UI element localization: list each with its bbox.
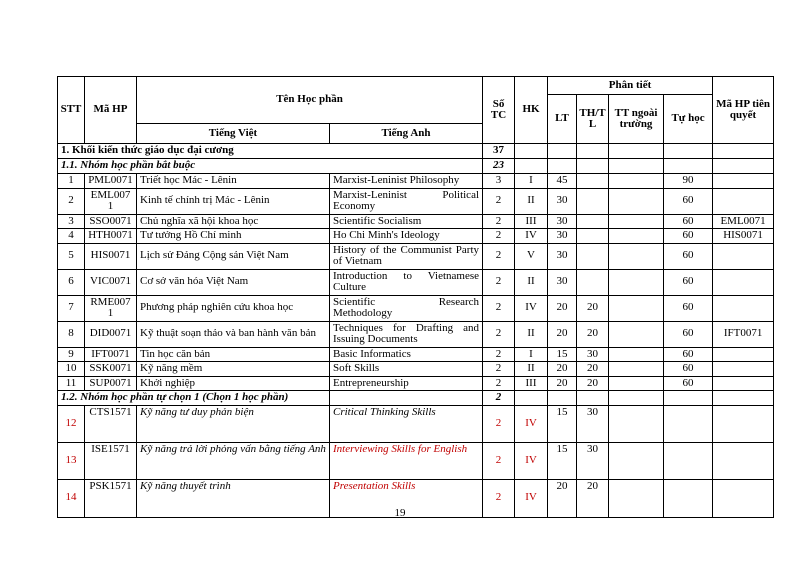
col-header-stt: STT [58, 77, 85, 144]
course-tt-hours [609, 269, 664, 295]
empty-cell [609, 391, 664, 406]
course-tt-hours [609, 243, 664, 269]
course-prerequisite [713, 243, 774, 269]
course-thtl-hours: 20 [577, 362, 609, 377]
course-credits: 2 [483, 269, 515, 295]
empty-cell [515, 159, 548, 174]
course-lt-hours: 45 [548, 173, 577, 188]
course-credits: 2 [483, 405, 515, 442]
course-stt: 5 [58, 243, 85, 269]
course-lt-hours: 15 [548, 405, 577, 442]
course-row [58, 173, 774, 188]
course-lt-hours: 30 [548, 269, 577, 295]
course-code: PML0071 [85, 173, 137, 188]
col-header-ma-hp-tien-quyet: Mã HP tiên quyết [713, 77, 774, 144]
course-code: DID0071 [85, 321, 137, 347]
course-thtl-hours [577, 214, 609, 229]
course-tt-hours [609, 214, 664, 229]
course-code: EML0071 [85, 188, 137, 214]
section-title: 1. Khối kiến thức giáo dục đại cương [58, 144, 483, 159]
course-semester: IV [515, 405, 548, 442]
course-stt: 1 [58, 173, 85, 188]
course-semester: II [515, 188, 548, 214]
course-selfstudy-hours: 60 [664, 229, 713, 244]
course-code: HTH0071 [85, 229, 137, 244]
section-credits: 23 [483, 159, 515, 174]
course-thtl-hours: 20 [577, 479, 609, 517]
course-thtl-hours: 30 [577, 405, 609, 442]
course-row [58, 188, 774, 214]
course-thtl-hours: 20 [577, 295, 609, 321]
course-name-vi: Kỹ thuật soạn thảo và ban hành văn bản [137, 321, 330, 347]
course-name-vi: Kỹ năng thuyết trình [137, 479, 330, 517]
course-row [58, 214, 774, 229]
course-name-en: Introduction to Vietnamese Culture [330, 269, 483, 295]
course-stt: 12 [58, 405, 85, 442]
section-title: 1.2. Nhóm học phần tự chọn 1 (Chọn 1 học phần) [58, 391, 330, 406]
course-prerequisite [713, 442, 774, 479]
course-code: SUP0071 [85, 376, 137, 391]
course-code: IFT0071 [85, 347, 137, 362]
course-name-vi: Chủ nghĩa xã hội khoa học [137, 214, 330, 229]
course-prerequisite [713, 376, 774, 391]
table-body [58, 144, 774, 518]
course-tt-hours [609, 376, 664, 391]
empty-cell [548, 144, 577, 159]
course-thtl-hours [577, 229, 609, 244]
course-credits: 3 [483, 173, 515, 188]
course-row [58, 347, 774, 362]
course-prerequisite [713, 405, 774, 442]
course-credits: 2 [483, 188, 515, 214]
course-prerequisite: EML0071 [713, 214, 774, 229]
course-row [58, 376, 774, 391]
empty-cell [713, 159, 774, 174]
course-name-vi: Cơ sở văn hóa Việt Nam [137, 269, 330, 295]
course-prerequisite [713, 173, 774, 188]
section-title: 1.1. Nhóm học phần bắt buộc [58, 159, 483, 174]
course-prerequisite: HIS0071 [713, 229, 774, 244]
course-selfstudy-hours: 60 [664, 269, 713, 295]
course-code: PSK1571 [85, 479, 137, 517]
course-lt-hours: 30 [548, 214, 577, 229]
course-code: RME0071 [85, 295, 137, 321]
empty-cell [515, 144, 548, 159]
course-stt: 14 [58, 479, 85, 517]
empty-cell [664, 391, 713, 406]
course-semester: IV [515, 295, 548, 321]
course-selfstudy-hours: 60 [664, 295, 713, 321]
course-credits: 2 [483, 376, 515, 391]
course-selfstudy-hours [664, 405, 713, 442]
course-thtl-hours: 20 [577, 376, 609, 391]
course-code: SSK0071 [85, 362, 137, 377]
col-header-hk: HK [515, 77, 548, 144]
course-selfstudy-hours [664, 442, 713, 479]
course-prerequisite [713, 362, 774, 377]
course-name-en: Scientific Research Methodology [330, 295, 483, 321]
course-name-en: Marxist-Leninist Political Economy [330, 188, 483, 214]
course-credits: 2 [483, 442, 515, 479]
course-lt-hours: 20 [548, 362, 577, 377]
course-lt-hours: 20 [548, 295, 577, 321]
col-header-tt-ngoai-truong: TT ngoài trường [609, 95, 664, 144]
course-name-vi: Tin học căn bản [137, 347, 330, 362]
course-credits: 2 [483, 243, 515, 269]
course-row [58, 229, 774, 244]
empty-cell [548, 159, 577, 174]
course-thtl-hours: 30 [577, 347, 609, 362]
course-semester: II [515, 321, 548, 347]
course-tt-hours [609, 347, 664, 362]
table-header [58, 77, 774, 144]
course-stt: 8 [58, 321, 85, 347]
section-row [58, 144, 774, 159]
course-row [58, 442, 774, 479]
course-name-en: Entrepreneurship [330, 376, 483, 391]
course-name-en: Scientific Socialism [330, 214, 483, 229]
col-header-ma-hp: Mã HP [85, 77, 137, 144]
empty-cell [515, 391, 548, 406]
col-header-tieng-viet: Tiếng Việt [137, 124, 330, 144]
course-code: CTS1571 [85, 405, 137, 442]
course-tt-hours [609, 295, 664, 321]
col-header-tu-hoc: Tự học [664, 95, 713, 144]
course-credits: 2 [483, 214, 515, 229]
course-selfstudy-hours: 60 [664, 362, 713, 377]
col-header-lt: LT [548, 95, 577, 144]
col-header-tieng-anh: Tiếng Anh [330, 124, 483, 144]
course-code: ISE1571 [85, 442, 137, 479]
course-thtl-hours: 20 [577, 321, 609, 347]
course-tt-hours [609, 321, 664, 347]
course-stt: 13 [58, 442, 85, 479]
col-header-phan-tiet: Phân tiết [548, 77, 713, 95]
curriculum-table [57, 76, 774, 518]
course-selfstudy-hours: 60 [664, 376, 713, 391]
course-thtl-hours [577, 173, 609, 188]
course-name-vi: Kỹ năng tư duy phản biện [137, 405, 330, 442]
course-name-en: Soft Skills [330, 362, 483, 377]
course-row [58, 405, 774, 442]
course-name-vi: Tư tưởng Hồ Chí minh [137, 229, 330, 244]
course-name-vi: Phương pháp nghiên cứu khoa học [137, 295, 330, 321]
course-name-en: Critical Thinking Skills [330, 405, 483, 442]
course-semester: I [515, 173, 548, 188]
course-stt: 9 [58, 347, 85, 362]
course-name-vi: Khởi nghiệp [137, 376, 330, 391]
course-semester: V [515, 243, 548, 269]
empty-cell [609, 159, 664, 174]
course-tt-hours [609, 442, 664, 479]
course-stt: 11 [58, 376, 85, 391]
course-name-en: Techniques for Drafting and Issuing Documents [330, 321, 483, 347]
course-tt-hours [609, 173, 664, 188]
course-tt-hours [609, 188, 664, 214]
course-name-vi: Kỹ năng trả lời phỏng vấn bằng tiếng Anh [137, 442, 330, 479]
course-credits: 2 [483, 321, 515, 347]
course-name-en: Marxist-Leninist Philosophy [330, 173, 483, 188]
course-lt-hours: 15 [548, 347, 577, 362]
course-selfstudy-hours: 60 [664, 243, 713, 269]
course-name-vi: Kỹ năng mềm [137, 362, 330, 377]
empty-cell [577, 159, 609, 174]
empty-cell [609, 144, 664, 159]
course-prerequisite [713, 188, 774, 214]
section-row [58, 391, 774, 406]
course-semester: III [515, 376, 548, 391]
section-credits: 2 [483, 391, 515, 406]
course-lt-hours: 30 [548, 188, 577, 214]
course-tt-hours [609, 405, 664, 442]
course-prerequisite: IFT0071 [713, 321, 774, 347]
col-header-ten-hoc-phan: Tên Học phần [137, 77, 483, 124]
course-stt: 3 [58, 214, 85, 229]
course-name-en: Interviewing Skills for English [330, 442, 483, 479]
empty-cell [330, 391, 483, 406]
course-stt: 2 [58, 188, 85, 214]
course-lt-hours: 15 [548, 442, 577, 479]
course-semester: III [515, 214, 548, 229]
course-tt-hours [609, 229, 664, 244]
course-name-vi: Lịch sử Đảng Cộng sản Việt Nam [137, 243, 330, 269]
course-row [58, 269, 774, 295]
course-row [58, 321, 774, 347]
col-header-th-tl: TH/TL [577, 95, 609, 144]
col-header-so-tc: Số TC [483, 77, 515, 144]
course-row [58, 243, 774, 269]
course-semester: II [515, 362, 548, 377]
empty-cell [577, 391, 609, 406]
course-name-vi: Triết học Mác - Lênin [137, 173, 330, 188]
course-selfstudy-hours: 60 [664, 214, 713, 229]
course-credits: 2 [483, 347, 515, 362]
course-prerequisite [713, 295, 774, 321]
empty-cell [577, 144, 609, 159]
course-semester: IV [515, 229, 548, 244]
section-credits: 37 [483, 144, 515, 159]
course-stt: 10 [58, 362, 85, 377]
course-semester: II [515, 269, 548, 295]
course-lt-hours: 30 [548, 229, 577, 244]
course-selfstudy-hours: 60 [664, 321, 713, 347]
empty-cell [664, 144, 713, 159]
course-credits: 2 [483, 295, 515, 321]
course-thtl-hours [577, 188, 609, 214]
course-tt-hours [609, 362, 664, 377]
course-row [58, 295, 774, 321]
course-lt-hours: 20 [548, 479, 577, 517]
course-name-en: Presentation Skills [330, 479, 483, 517]
empty-cell [548, 391, 577, 406]
course-lt-hours: 30 [548, 243, 577, 269]
course-row [58, 362, 774, 377]
course-credits: 2 [483, 229, 515, 244]
course-credits: 2 [483, 479, 515, 517]
page-number: 19 [394, 507, 406, 519]
course-lt-hours: 20 [548, 376, 577, 391]
course-semester: IV [515, 479, 548, 517]
empty-cell [713, 391, 774, 406]
course-code: VIC0071 [85, 269, 137, 295]
course-semester: IV [515, 442, 548, 479]
course-code: SSO0071 [85, 214, 137, 229]
course-name-vi: Kinh tế chính trị Mác - Lênin [137, 188, 330, 214]
course-selfstudy-hours: 90 [664, 173, 713, 188]
empty-cell [713, 144, 774, 159]
course-name-en: Basic Informatics [330, 347, 483, 362]
course-thtl-hours [577, 269, 609, 295]
course-credits: 2 [483, 362, 515, 377]
course-lt-hours: 20 [548, 321, 577, 347]
section-row [58, 159, 774, 174]
course-stt: 4 [58, 229, 85, 244]
empty-cell [664, 159, 713, 174]
course-stt: 6 [58, 269, 85, 295]
course-thtl-hours: 30 [577, 442, 609, 479]
course-prerequisite [713, 347, 774, 362]
course-name-en: History of the Communist Party of Vietnam [330, 243, 483, 269]
course-prerequisite [713, 269, 774, 295]
course-selfstudy-hours: 60 [664, 347, 713, 362]
course-semester: I [515, 347, 548, 362]
course-name-en: Ho Chi Minh's Ideology [330, 229, 483, 244]
course-selfstudy-hours: 60 [664, 188, 713, 214]
course-stt: 7 [58, 295, 85, 321]
course-code: HIS0071 [85, 243, 137, 269]
course-thtl-hours [577, 243, 609, 269]
